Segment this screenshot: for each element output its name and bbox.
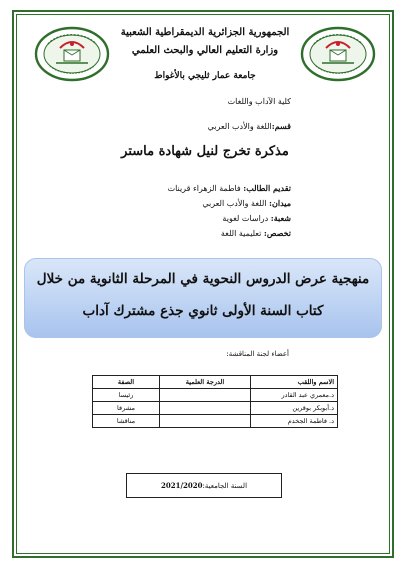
student-name: فاطمة الزهراء قرينات bbox=[167, 184, 241, 193]
header-rank: الدرجة العلمية bbox=[160, 376, 251, 389]
jury-header-row bbox=[93, 376, 338, 389]
jury-member-name: د.معمري عبد القادر bbox=[251, 389, 338, 402]
jury-member-role: مشرفا bbox=[93, 402, 160, 415]
academic-year-value: 2021/2020 bbox=[160, 481, 203, 490]
university-name: جامعة عمار ثليجي بالأغواط bbox=[154, 71, 256, 81]
header-name: الاسم واللقب bbox=[251, 376, 338, 389]
field-value: اللغة والأدب العربي bbox=[202, 199, 267, 208]
field-label: ميدان: bbox=[269, 198, 291, 208]
student-line bbox=[168, 183, 291, 193]
student-label: تقديم الطالب: bbox=[243, 183, 291, 193]
branch-label: شعبة: bbox=[270, 213, 291, 223]
jury-member-rank bbox=[160, 389, 251, 402]
committee-label: أعضاء لجنة المناقشة: bbox=[226, 350, 289, 358]
academic-year-label: السنة الجامعية: bbox=[202, 482, 248, 490]
header-role: الصفة bbox=[93, 376, 160, 389]
republic-name: الجمهورية الجزائرية الديمقراطية الشعبية bbox=[120, 27, 290, 38]
jury-member-rank bbox=[160, 402, 251, 415]
university-logo-right bbox=[300, 26, 376, 82]
department-value: اللغة والأدب العربي bbox=[207, 122, 272, 131]
jury-member-role: مناقشا bbox=[93, 415, 160, 428]
thesis-title-line-2: كتاب السنة الأولى ثانوي جذع مشترك آداب bbox=[82, 303, 324, 319]
ministry-name: وزارة التعليم العالي والبحث العلمي bbox=[131, 45, 279, 56]
thesis-title-line-1: منهجية عرض الدروس النحوية في المرحلة الثانوية من خلال bbox=[36, 271, 370, 287]
table-row bbox=[93, 389, 338, 402]
jury-table bbox=[92, 375, 338, 428]
department-line bbox=[208, 121, 291, 131]
faculty-name: كلية الآداب واللغات bbox=[227, 97, 291, 106]
jury-member-name: د.أبوبكر بوقرين bbox=[251, 402, 338, 415]
specialty-line bbox=[221, 228, 291, 238]
specialty-label: تخصص: bbox=[263, 228, 291, 238]
branch-line bbox=[222, 213, 291, 223]
thesis-title-banner bbox=[24, 258, 382, 338]
table-row bbox=[93, 402, 338, 415]
table-row bbox=[93, 415, 338, 428]
university-logo-left bbox=[34, 26, 110, 82]
field-line bbox=[202, 198, 291, 208]
branch-value: دراسات لغوية bbox=[222, 214, 269, 223]
department-label: قسم: bbox=[271, 121, 291, 131]
specialty-value: تعليمية اللغة bbox=[220, 229, 262, 238]
jury-member-rank bbox=[160, 415, 251, 428]
memo-title: مذكرة تخرج لنيل شهادة ماستر bbox=[121, 144, 289, 159]
jury-member-role: رئيسا bbox=[93, 389, 160, 402]
jury-member-name: د. فاطمة الجخدم bbox=[251, 415, 338, 428]
academic-year-box bbox=[126, 473, 282, 498]
